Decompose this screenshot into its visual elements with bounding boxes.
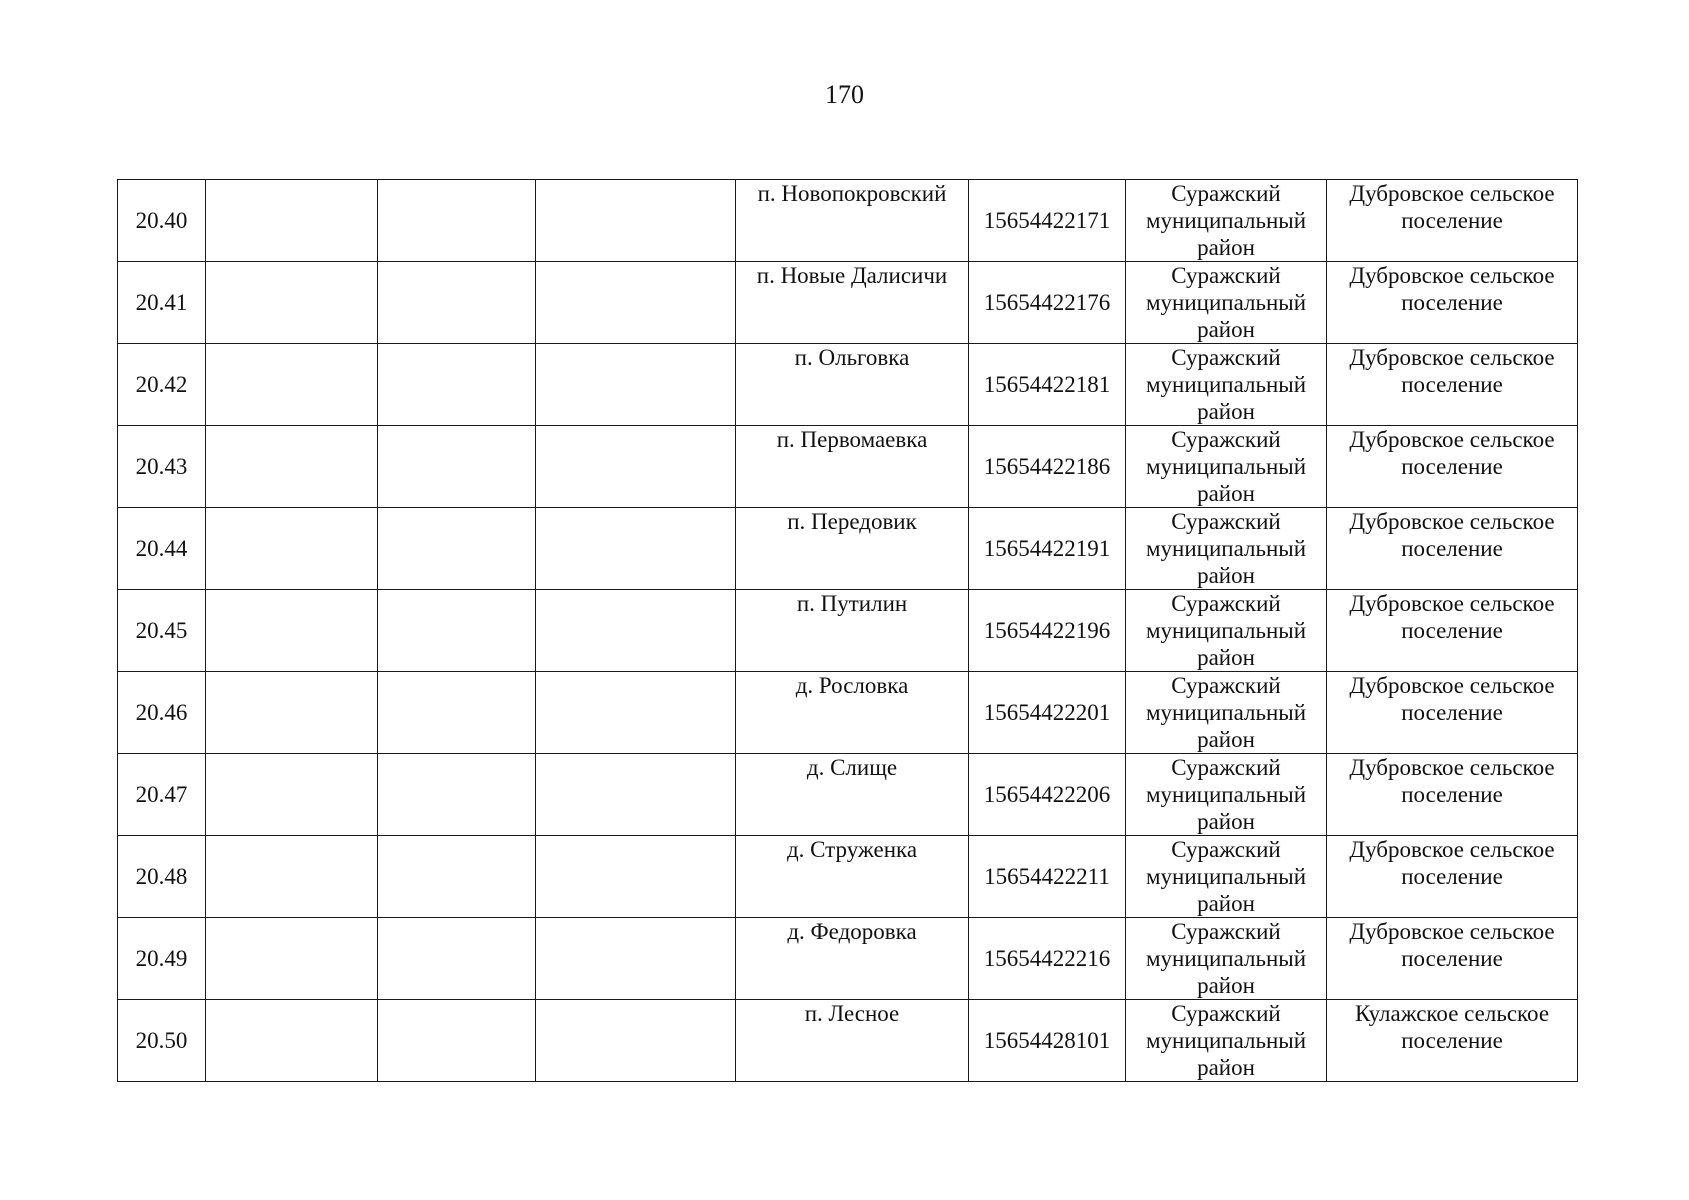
district-line: муниципальный [1145,618,1307,643]
table-row [118,590,1578,672]
table-row [118,508,1578,590]
district-line: район [1197,563,1255,588]
district-cell [1126,508,1327,590]
empty-cell-a [206,836,378,918]
settlement-cell [1327,590,1578,672]
district-line: муниципальный [1145,946,1307,971]
locality-name-cell: д. Рословка [736,672,969,754]
settlement-line: Дубровское сельское [1349,509,1555,534]
table-body [118,180,1578,1082]
district-line: муниципальный [1145,700,1307,725]
settlement-cell [1327,344,1578,426]
settlement-line: Дубровское сельское [1349,427,1555,452]
row-number-cell: 20.42 [118,344,206,426]
district-line: район [1197,809,1255,834]
oktmo-code-cell: 15654422191 [969,508,1126,590]
empty-cell-b [378,426,536,508]
settlement-line: поселение [1401,1028,1503,1053]
row-number-cell: 20.41 [118,262,206,344]
empty-cell-b [378,262,536,344]
district-cell [1126,180,1327,262]
district-line: район [1197,727,1255,752]
settlement-line: поселение [1401,700,1503,725]
district-line: Суражский [1171,181,1281,206]
row-number-cell: 20.47 [118,754,206,836]
empty-cell-b [378,754,536,836]
district-line: Суражский [1171,673,1281,698]
district-line: район [1197,481,1255,506]
district-line: муниципальный [1145,372,1307,397]
district-line: муниципальный [1145,208,1307,233]
district-line: район [1197,891,1255,916]
table-row [118,344,1578,426]
empty-cell-c [536,344,736,426]
row-number-cell: 20.49 [118,918,206,1000]
empty-cell-a [206,426,378,508]
district-line: Суражский [1171,427,1281,452]
settlement-cell [1327,1000,1578,1082]
district-cell [1126,426,1327,508]
oktmo-code-cell: 15654422196 [969,590,1126,672]
empty-cell-b [378,918,536,1000]
empty-cell-c [536,508,736,590]
district-line: Суражский [1171,345,1281,370]
row-number-cell: 20.45 [118,590,206,672]
row-number-cell: 20.40 [118,180,206,262]
district-line: муниципальный [1145,536,1307,561]
district-line: муниципальный [1145,782,1307,807]
oktmo-code-cell: 15654422186 [969,426,1126,508]
empty-cell-a [206,508,378,590]
district-cell [1126,590,1327,672]
empty-cell-b [378,836,536,918]
district-line: Суражский [1171,919,1281,944]
empty-cell-b [378,508,536,590]
oktmo-code-cell: 15654422216 [969,918,1126,1000]
oktmo-code-cell: 15654428101 [969,1000,1126,1082]
empty-cell-b [378,180,536,262]
locality-name-cell: п. Передовик [736,508,969,590]
settlement-line: Дубровское сельское [1349,591,1555,616]
table-row [118,180,1578,262]
locality-name-cell: д. Федоровка [736,918,969,1000]
district-line: Суражский [1171,755,1281,780]
table-row [118,836,1578,918]
empty-cell-c [536,590,736,672]
empty-cell-a [206,918,378,1000]
settlement-line: Дубровское сельское [1349,263,1555,288]
district-cell [1126,672,1327,754]
district-line: муниципальный [1145,1028,1307,1053]
district-line: район [1197,399,1255,424]
locality-name-cell: п. Лесное [736,1000,969,1082]
district-cell [1126,754,1327,836]
table-row [118,426,1578,508]
district-line: Суражский [1171,837,1281,862]
empty-cell-c [536,754,736,836]
settlement-line: Дубровское сельское [1349,673,1555,698]
page-number: 170 [825,80,864,109]
empty-cell-a [206,344,378,426]
locality-name-cell: п. Новые Далисичи [736,262,969,344]
settlement-line: Дубровское сельское [1349,837,1555,862]
settlement-line: поселение [1401,372,1503,397]
district-cell [1126,918,1327,1000]
empty-cell-a [206,180,378,262]
district-line: муниципальный [1145,864,1307,889]
empty-cell-a [206,1000,378,1082]
district-line: район [1197,235,1255,260]
empty-cell-a [206,590,378,672]
district-line: Суражский [1171,263,1281,288]
district-line: Суражский [1171,509,1281,534]
empty-cell-c [536,836,736,918]
oktmo-code-cell: 15654422206 [969,754,1126,836]
district-line: район [1197,973,1255,998]
locality-name-cell: д. Струженка [736,836,969,918]
empty-cell-a [206,754,378,836]
settlement-line: Дубровское сельское [1349,345,1555,370]
district-cell [1126,836,1327,918]
oktmo-code-cell: 15654422176 [969,262,1126,344]
district-line: Суражский [1171,591,1281,616]
table-row [118,1000,1578,1082]
empty-cell-b [378,1000,536,1082]
table-row [118,918,1578,1000]
locality-name-cell: п. Первомаевка [736,426,969,508]
settlement-line: поселение [1401,782,1503,807]
settlement-cell [1327,672,1578,754]
settlement-cell [1327,180,1578,262]
row-number-cell: 20.46 [118,672,206,754]
row-number-cell: 20.44 [118,508,206,590]
district-cell [1126,1000,1327,1082]
settlement-line: Дубровское сельское [1349,919,1555,944]
settlement-line: поселение [1401,536,1503,561]
empty-cell-c [536,672,736,754]
locality-name-cell: п. Ольговка [736,344,969,426]
table-row [118,262,1578,344]
district-line: муниципальный [1145,454,1307,479]
district-line: район [1197,317,1255,342]
settlement-line: Дубровское сельское [1349,755,1555,780]
empty-cell-a [206,262,378,344]
settlement-cell [1327,918,1578,1000]
district-line: Суражский [1171,1001,1281,1026]
settlements-table [117,179,1578,1082]
settlement-line: Кулажское сельское [1354,1001,1550,1026]
empty-cell-c [536,180,736,262]
row-number-cell: 20.48 [118,836,206,918]
empty-cell-b [378,672,536,754]
oktmo-code-cell: 15654422201 [969,672,1126,754]
settlement-line: поселение [1401,946,1503,971]
locality-name-cell: д. Слище [736,754,969,836]
empty-cell-c [536,426,736,508]
settlement-cell [1327,754,1578,836]
empty-cell-b [378,590,536,672]
settlement-line: поселение [1401,618,1503,643]
district-cell [1126,262,1327,344]
settlement-line: Дубровское сельское [1349,181,1555,206]
oktmo-code-cell: 15654422181 [969,344,1126,426]
oktmo-code-cell: 15654422171 [969,180,1126,262]
empty-cell-c [536,1000,736,1082]
district-cell [1126,344,1327,426]
row-number-cell: 20.50 [118,1000,206,1082]
row-number-cell: 20.43 [118,426,206,508]
district-line: район [1197,645,1255,670]
settlement-cell [1327,426,1578,508]
empty-cell-c [536,262,736,344]
table-row [118,672,1578,754]
settlement-line: поселение [1401,864,1503,889]
settlement-cell [1327,508,1578,590]
locality-name-cell: п. Путилин [736,590,969,672]
oktmo-code-cell: 15654422211 [969,836,1126,918]
district-line: район [1197,1055,1255,1080]
locality-name-cell: п. Новопокровский [736,180,969,262]
empty-cell-c [536,918,736,1000]
settlement-line: поселение [1401,290,1503,315]
settlement-line: поселение [1401,454,1503,479]
empty-cell-b [378,344,536,426]
settlement-line: поселение [1401,208,1503,233]
table-row [118,754,1578,836]
settlement-cell [1327,836,1578,918]
settlement-cell [1327,262,1578,344]
empty-cell-a [206,672,378,754]
district-line: муниципальный [1145,290,1307,315]
